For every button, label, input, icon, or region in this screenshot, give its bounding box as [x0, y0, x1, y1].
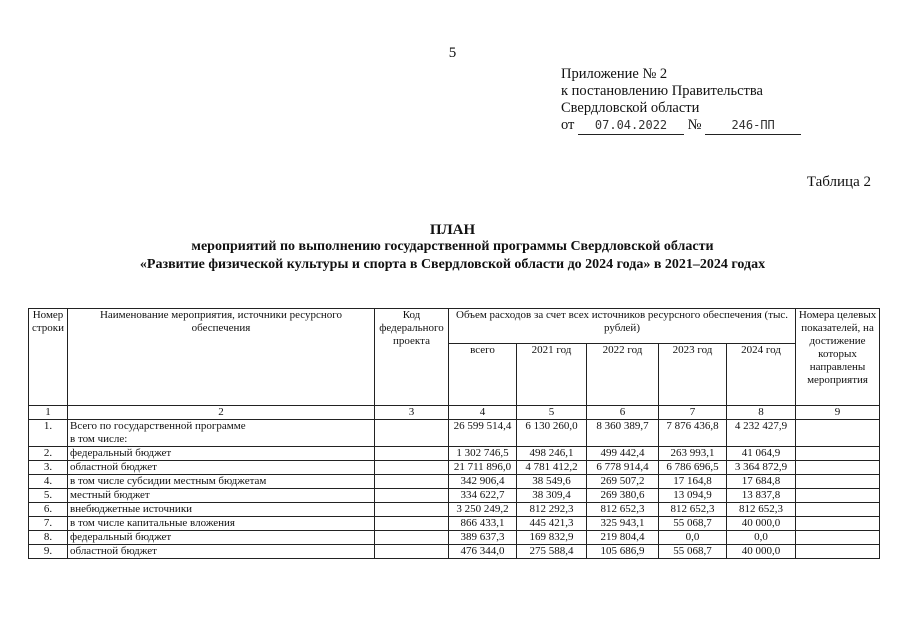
row-2022: 219 804,4 — [587, 531, 659, 545]
row-2022: 499 442,4 — [587, 447, 659, 461]
number-value: 246-ПП — [705, 117, 801, 135]
column-number: 5 — [517, 406, 587, 420]
column-number: 2 — [68, 406, 375, 420]
table-row — [29, 420, 880, 447]
row-2022: 325 943,1 — [587, 517, 659, 531]
row-2023: 55 068,7 — [659, 545, 727, 559]
row-2022: 105 686,9 — [587, 545, 659, 559]
row-name: областной бюджет — [68, 461, 375, 475]
row-2024: 40 000,0 — [727, 545, 796, 559]
row-2021: 6 130 260,0 — [517, 420, 587, 447]
document-subtitle-program: «Развитие физической культуры и спорта в Свердловской области до 2024 года» в 2021–2024 годах — [139, 257, 766, 272]
row-number: 1. — [29, 420, 68, 447]
row-2021: 38 309,4 — [517, 489, 587, 503]
column-number: 7 — [659, 406, 727, 420]
row-name: Всего по государственной программе — [70, 420, 246, 432]
column-number: 8 — [727, 406, 796, 420]
document-subtitle: мероприятий по выполнению государственной программы Свердловской области — [191, 239, 714, 254]
row-2024: 0,0 — [727, 531, 796, 545]
row-indicators — [796, 517, 880, 531]
row-2021: 498 246,1 — [517, 447, 587, 461]
row-2021: 4 781 412,2 — [517, 461, 587, 475]
header-indicators: Номера целевых показателей, на достижение которых направлены мероприятия — [796, 309, 880, 406]
row-total: 1 302 746,5 — [449, 447, 517, 461]
row-code — [375, 545, 449, 559]
header-code: Код федерального проекта — [375, 309, 449, 406]
row-2022: 812 652,3 — [587, 503, 659, 517]
row-2021: 169 832,9 — [517, 531, 587, 545]
row-2024: 41 064,9 — [727, 447, 796, 461]
column-number-row — [29, 406, 880, 420]
table-row — [29, 489, 880, 503]
row-indicators — [796, 475, 880, 489]
table-row — [29, 461, 880, 475]
header-2021: 2021 год — [517, 344, 587, 406]
row-name: федеральный бюджет — [68, 531, 375, 545]
table-row — [29, 531, 880, 545]
row-2023: 55 068,7 — [659, 517, 727, 531]
row-2024: 3 364 872,9 — [727, 461, 796, 475]
row-code — [375, 531, 449, 545]
plan-table — [28, 308, 880, 559]
table-label: Таблица 2 — [806, 174, 871, 190]
row-name: федеральный бюджет — [68, 447, 375, 461]
row-total: 334 622,7 — [449, 489, 517, 503]
row-2024: 4 232 427,9 — [727, 420, 796, 447]
row-code — [375, 489, 449, 503]
table-row — [29, 447, 880, 461]
row-2023: 13 094,9 — [659, 489, 727, 503]
date-value: 07.04.2022 — [578, 117, 684, 135]
table-row — [29, 545, 880, 559]
row-total: 21 711 896,0 — [449, 461, 517, 475]
document-title: ПЛАН — [429, 222, 476, 238]
row-2024: 40 000,0 — [727, 517, 796, 531]
column-number: 4 — [449, 406, 517, 420]
column-number: 3 — [375, 406, 449, 420]
row-2023: 6 786 696,5 — [659, 461, 727, 475]
row-total: 476 344,0 — [449, 545, 517, 559]
row-2021: 445 421,3 — [517, 517, 587, 531]
header-row-no: Номер строки — [29, 309, 68, 406]
row-2022: 8 360 389,7 — [587, 420, 659, 447]
row-indicators — [796, 545, 880, 559]
row-2023: 0,0 — [659, 531, 727, 545]
row-total: 389 637,3 — [449, 531, 517, 545]
appendix-block — [561, 66, 801, 135]
row-number: 5. — [29, 489, 68, 503]
table-row — [29, 475, 880, 489]
row-name: местный бюджет — [68, 489, 375, 503]
row-name-cell — [68, 420, 375, 447]
row-total: 26 599 514,4 — [449, 420, 517, 447]
row-total: 866 433,1 — [449, 517, 517, 531]
row-number: 2. — [29, 447, 68, 461]
header-2023: 2023 год — [659, 344, 727, 406]
row-indicators — [796, 531, 880, 545]
page-number: 5 — [448, 45, 457, 61]
number-prefix: № — [687, 117, 702, 133]
row-name: областной бюджет — [68, 545, 375, 559]
row-code — [375, 420, 449, 447]
row-code — [375, 517, 449, 531]
appendix-date-line — [561, 117, 801, 135]
column-number: 6 — [587, 406, 659, 420]
header-volume: Объем расходов за счет всех источников ресурсного обеспечения (тыс. рублей) — [449, 309, 796, 344]
row-number: 9. — [29, 545, 68, 559]
row-2022: 6 778 914,4 — [587, 461, 659, 475]
date-prefix: от — [561, 117, 575, 133]
row-2023: 17 164,8 — [659, 475, 727, 489]
row-number: 8. — [29, 531, 68, 545]
row-2023: 7 876 436,8 — [659, 420, 727, 447]
row-name-sub: в том числе: — [70, 433, 128, 445]
row-number: 6. — [29, 503, 68, 517]
row-code — [375, 447, 449, 461]
row-indicators — [796, 420, 880, 447]
row-2022: 269 507,2 — [587, 475, 659, 489]
header-total: всего — [449, 344, 517, 406]
row-2021: 38 549,6 — [517, 475, 587, 489]
row-indicators — [796, 461, 880, 475]
row-total: 3 250 249,2 — [449, 503, 517, 517]
row-2023: 263 993,1 — [659, 447, 727, 461]
row-total: 342 906,4 — [449, 475, 517, 489]
row-name: внебюджетные источники — [68, 503, 375, 517]
row-number: 4. — [29, 475, 68, 489]
row-indicators — [796, 489, 880, 503]
row-indicators — [796, 447, 880, 461]
header-2024: 2024 год — [727, 344, 796, 406]
header-name: Наименование мероприятия, источники ресурсного обеспечения — [68, 309, 375, 406]
appendix-line-3: Свердловской области — [561, 100, 700, 116]
table-row — [29, 517, 880, 531]
row-indicators — [796, 503, 880, 517]
row-number: 3. — [29, 461, 68, 475]
row-2024: 17 684,8 — [727, 475, 796, 489]
row-2024: 13 837,8 — [727, 489, 796, 503]
row-name: в том числе капитальные вложения — [68, 517, 375, 531]
row-2022: 269 380,6 — [587, 489, 659, 503]
header-2022: 2022 год — [587, 344, 659, 406]
row-2021: 812 292,3 — [517, 503, 587, 517]
column-number: 1 — [29, 406, 68, 420]
column-number: 9 — [796, 406, 880, 420]
row-2023: 812 652,3 — [659, 503, 727, 517]
appendix-line-2: к постановлению Правительства — [561, 83, 763, 99]
row-code — [375, 503, 449, 517]
appendix-line-1: Приложение № 2 — [561, 66, 668, 82]
table-row — [29, 503, 880, 517]
row-2021: 275 588,4 — [517, 545, 587, 559]
table-header-row — [29, 309, 880, 344]
row-code — [375, 475, 449, 489]
row-number: 7. — [29, 517, 68, 531]
row-2024: 812 652,3 — [727, 503, 796, 517]
row-code — [375, 461, 449, 475]
row-name: в том числе субсидии местным бюджетам — [68, 475, 375, 489]
